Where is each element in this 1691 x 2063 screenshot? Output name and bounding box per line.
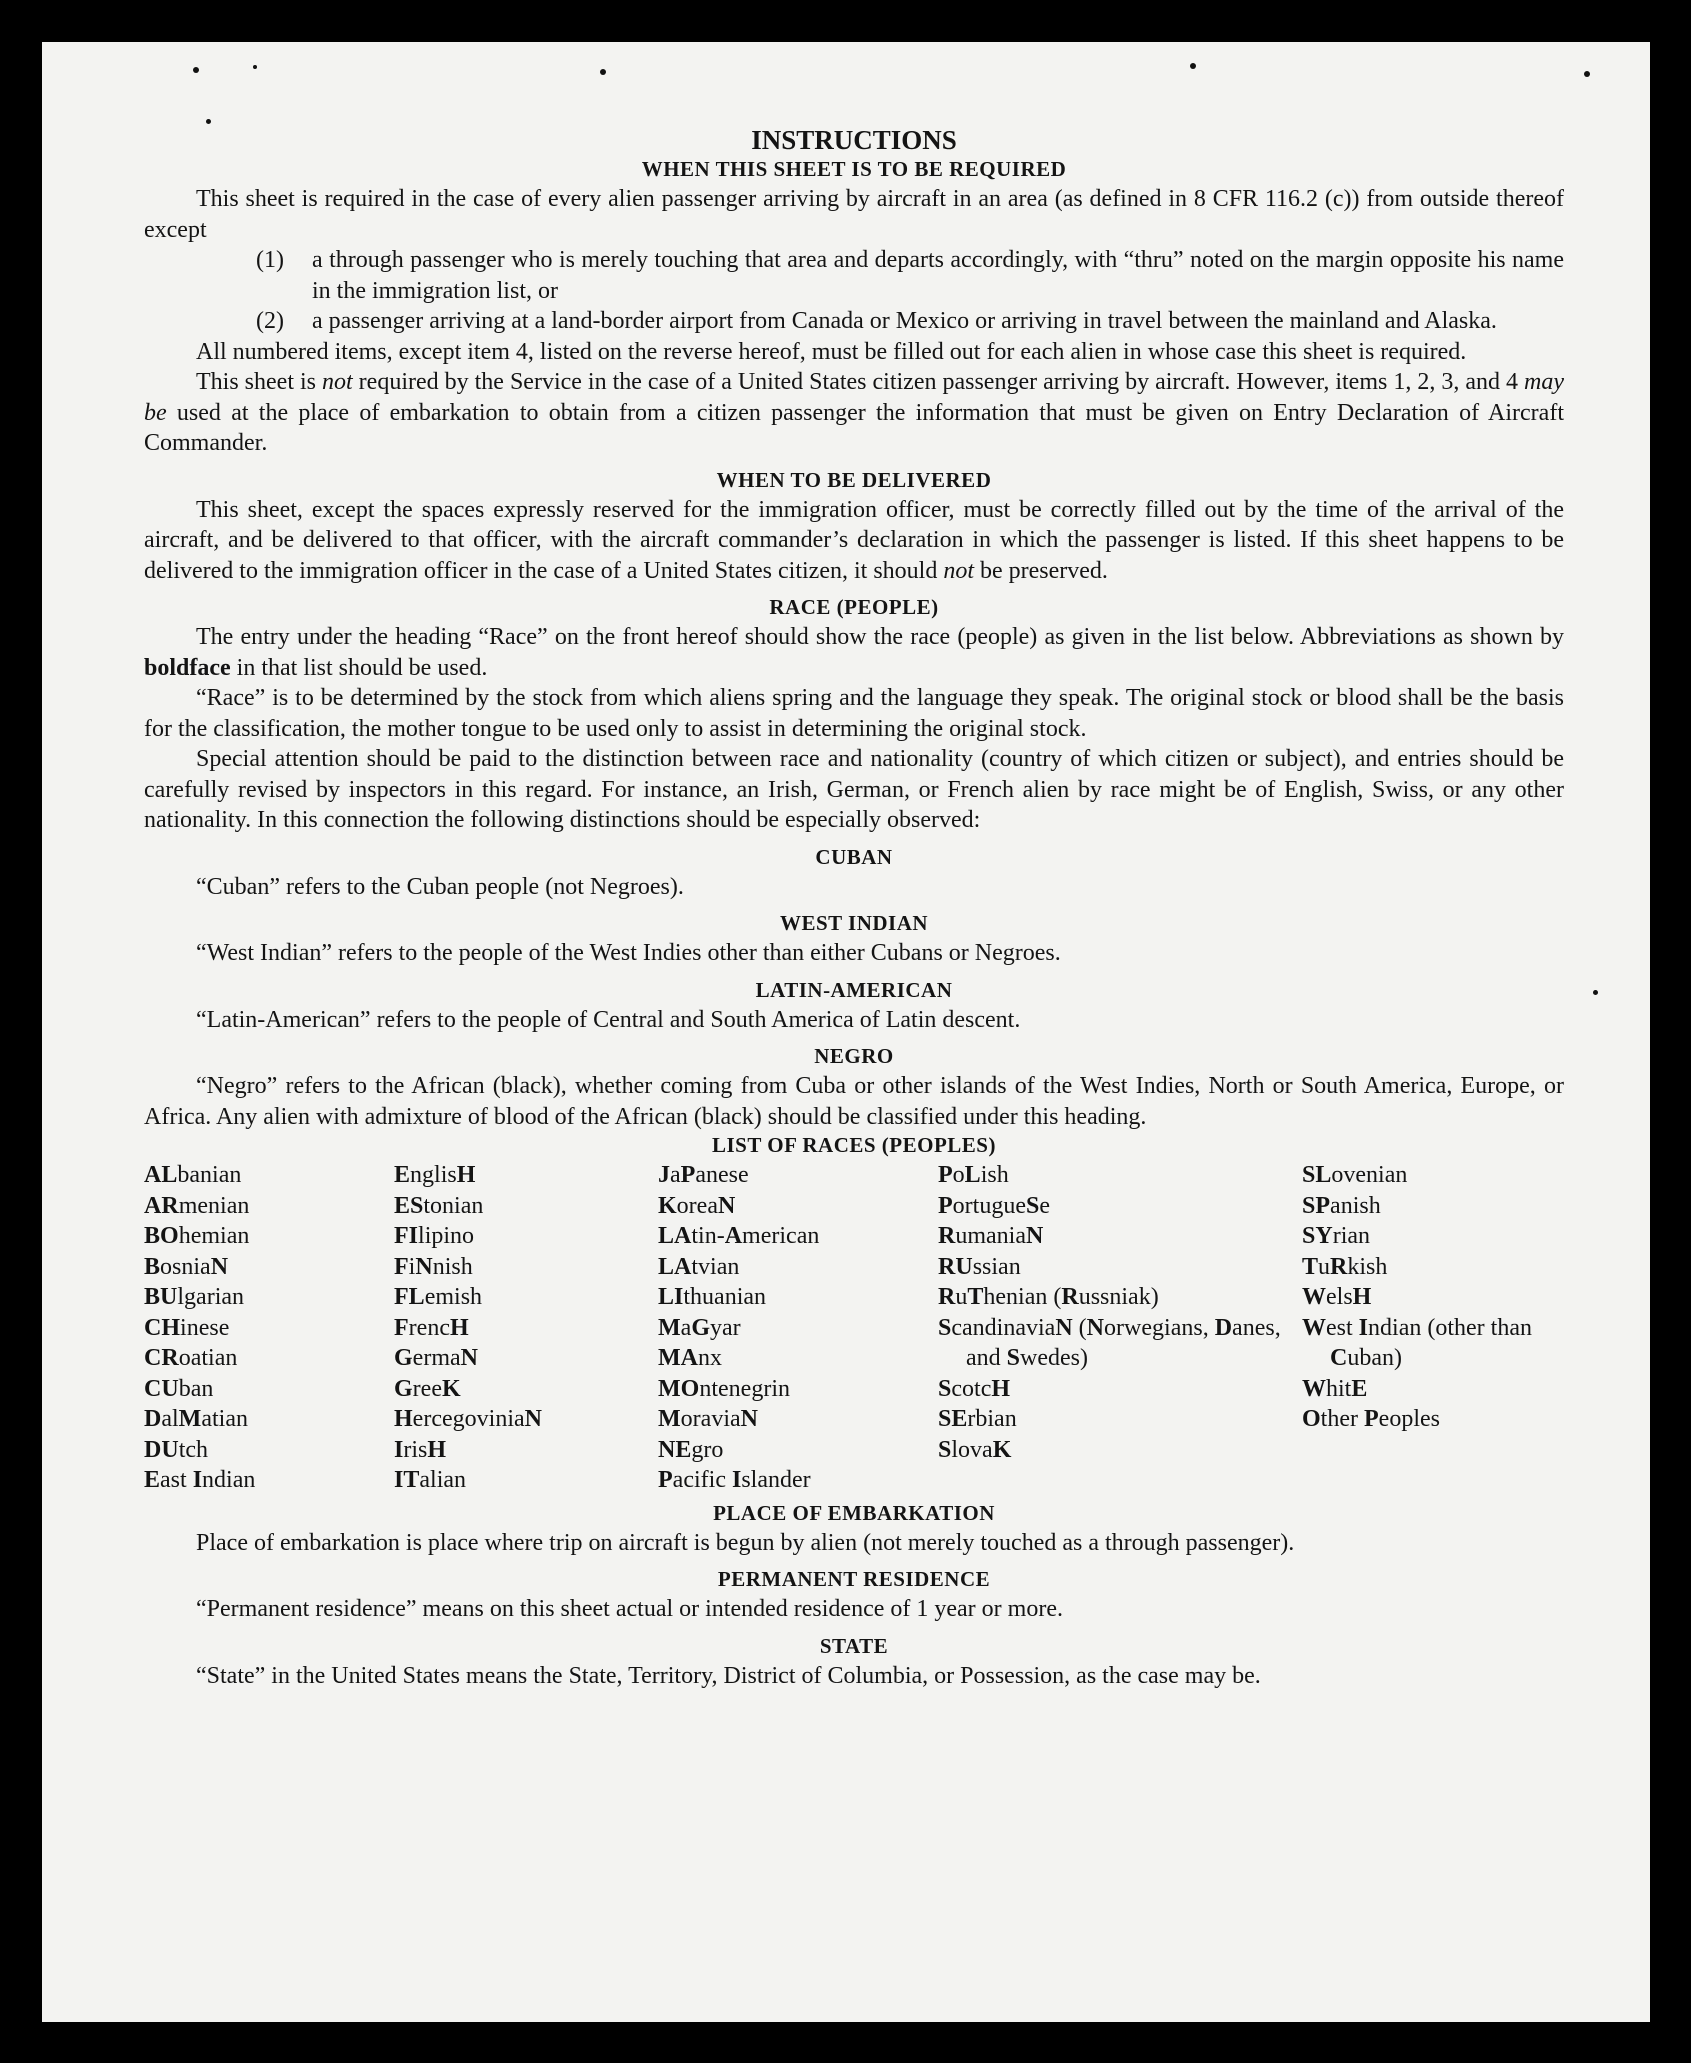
race-paragraph-3: Special attention should be paid to the distinction between race and nationality (country of which citizen or subject), and entries should be carefully revised by inspectors in this regard. For instance, an Irish, German, or French alien by race might be of English, Swiss, or any other nationality. In this connection the following distinctions should be especially observed: [144,746,1564,833]
race-entry: FrencH [394,1314,469,1341]
race-entry: SErbian [938,1406,1017,1432]
races-column [144,1160,394,1496]
race-entry: SYrian [1302,1223,1371,1249]
negro-definition: “Negro” refers to the African (black), whether coming from Cuba or other islands of the West Indies, North or South America, Europe, or Africa. Any alien with admixture of blood of the African (black) should be classified under this heading. [144,1073,1564,1130]
race-entry: MaGyar [658,1314,741,1341]
race-entry: MoraviaN [658,1406,758,1432]
speck [1584,71,1590,77]
race-entry: RUssian [938,1253,1021,1280]
race-entry: SPanish [1302,1192,1381,1219]
race-entry: DalMatian [144,1406,248,1432]
race-entry: WelsH [1302,1284,1372,1310]
race-entry: CHinese [144,1314,230,1341]
race-entry: WhitE [1302,1375,1368,1402]
race-entry: BUlgarian [144,1284,245,1310]
race-entry: NEgro [658,1436,724,1463]
race-entry: ARmenian [144,1192,250,1219]
races-column [938,1160,1302,1496]
race-entry: ScandinaviaN (Norwegians, Danes, and Swedes) [938,1314,1281,1371]
race-entry: BOhemian [144,1223,250,1249]
race-entry: KoreaN [658,1192,736,1219]
heading-list-of-races: LIST OF RACES (PEOPLES) [712,1133,996,1157]
required-paragraph-3: This sheet is not required by the Service in the case of a United States citizen passenger arriving by aircraft. However, items 1, 2, 3, and 4 may be used at the place of embarkation to obtain from a citizen passenger the information that must be given on Entry Declaration of Aircraft Commander. [144,369,1564,456]
page-title: INSTRUCTIONS [751,125,957,155]
race-entry: JaPanese [658,1162,749,1188]
race-entry: RumaniaN [938,1223,1044,1249]
cuban-definition: “Cuban” refers to the Cuban people (not Negroes). [196,873,684,900]
race-entry: CUban [144,1375,214,1402]
race-entry: GreeK [394,1375,461,1402]
race-entry: TuRkish [1302,1253,1388,1280]
heading-cuban: CUBAN [815,844,893,869]
race-entry: Pacific Islander [658,1467,811,1493]
race-entry: ITalian [394,1467,467,1493]
speck [253,65,257,69]
race-entry: PoLish [938,1162,1009,1188]
exception-item [144,306,1564,337]
embarkation-definition: Place of embarkation is place where trip on aircraft is begun by alien (not merely touched as a through passenger). [196,1529,1295,1556]
race-paragraph-1: The entry under the heading “Race” on the front hereof should show the race (people) as given in the list below. Abbreviations as shown by boldface in that list should be used. [144,624,1564,681]
race-entry: FIlipino [394,1223,475,1249]
heading-state: STATE [819,1633,889,1658]
race-entry: Other Peoples [1302,1406,1440,1432]
race-entry: HercegoviniaN [394,1406,542,1432]
race-entry: SLovenian [1302,1162,1408,1188]
race-entry: LIthuanian [658,1284,767,1310]
residence-definition: “Permanent residence” means on this sheet actual or intended residence of 1 year or more. [196,1596,1063,1622]
item-number: (1) [256,247,284,273]
speck [600,69,606,75]
instructions-content [144,124,1564,1691]
heading-west-indian: WEST INDIAN [779,911,929,935]
race-entry: FLemish [394,1284,483,1310]
speck [193,67,199,73]
races-column [658,1160,938,1496]
west-indian-definition: “West Indian” refers to the people of the West Indies other than either Cubans or Negroes. [196,940,1061,966]
speck [1593,990,1598,995]
race-entry: East Indian [144,1467,256,1493]
heading-negro: NEGRO [814,1044,894,1068]
race-entry: GermaN [394,1345,478,1371]
race-entry: BosniaN [144,1253,229,1280]
latin-american-definition: “Latin-American” refers to the people of Central and South America of Latin descent. [196,1006,1021,1033]
item-text: a passenger arriving at a land-border airport from Canada or Mexico or arriving in travel between the mainland and Alaska. [312,308,1497,334]
heading-latin-american: LATIN-AMERICAN [755,977,953,1002]
race-entry: PortugueSe [938,1192,1051,1219]
race-entry: RuThenian (Russniak) [938,1284,1159,1310]
race-entry: ALbanian [144,1162,242,1188]
required-intro: This sheet is required in the case of every alien passenger arriving by aircraft in an area (as defined in 8 CFR 116.2 (c)) from outside thereof except [144,186,1564,243]
races-list [144,1160,1564,1496]
race-entry: EnglisH [394,1162,476,1188]
races-column [394,1160,658,1496]
race-entry: MOntenegrin [658,1375,790,1402]
item-text: a through passenger who is merely touching that area and departs accordingly, with “thru” noted on the margin opposite his name in the immigration list, or [312,247,1564,304]
speck [1190,63,1196,69]
heading-delivered: WHEN TO BE DELIVERED [716,467,992,492]
race-entry: LAtvian [658,1253,740,1280]
race-paragraph-2: “Race” is to be determined by the stock from which aliens spring and the language they speak. The original stock or blood shall be the basis for the classification, the mother tongue to be used only to assist in determining the original stock. [144,685,1564,742]
race-entry: IrisH [394,1436,447,1463]
race-entry: CRoatian [144,1345,238,1371]
state-definition: “State” in the United States means the State, Territory, District of Columbia, or Possession, as the case may be. [196,1662,1261,1689]
race-entry: FiNnish [394,1253,473,1280]
races-column [1302,1160,1564,1496]
race-entry: LAtin-American [658,1223,820,1249]
race-entry: DUtch [144,1436,209,1463]
heading-embarkation: PLACE OF EMBARKATION [713,1500,995,1525]
race-entry: SlovaK [938,1436,1012,1463]
race-entry: EStonian [394,1192,484,1219]
heading-required: WHEN THIS SHEET IS TO BE REQUIRED [641,157,1067,181]
heading-race: RACE (PEOPLE) [769,595,939,619]
document-page [42,42,1650,2022]
heading-permanent-residence: PERMANENT RESIDENCE [717,1567,991,1591]
item-number: (2) [256,308,284,334]
exception-item [144,245,1564,306]
race-entry: West Indian (other than Cuban) [1302,1314,1532,1371]
race-entry: MAnx [658,1345,722,1371]
race-entry: ScotcH [938,1375,1011,1402]
delivered-paragraph: This sheet, except the spaces expressly reserved for the immigration officer, must be correctly filled out by the time of the arrival of the aircraft, and be delivered to that officer, with the aircraft commander’s declaration in which the passenger is listed. If this sheet happens to be delivered to the immigration officer in the case of a United States citizen, it should not be preserved. [144,496,1564,584]
required-paragraph-2: All numbered items, except item 4, listed on the reverse hereof, must be filled out for each alien in whose case this sheet is required. [196,338,1467,365]
